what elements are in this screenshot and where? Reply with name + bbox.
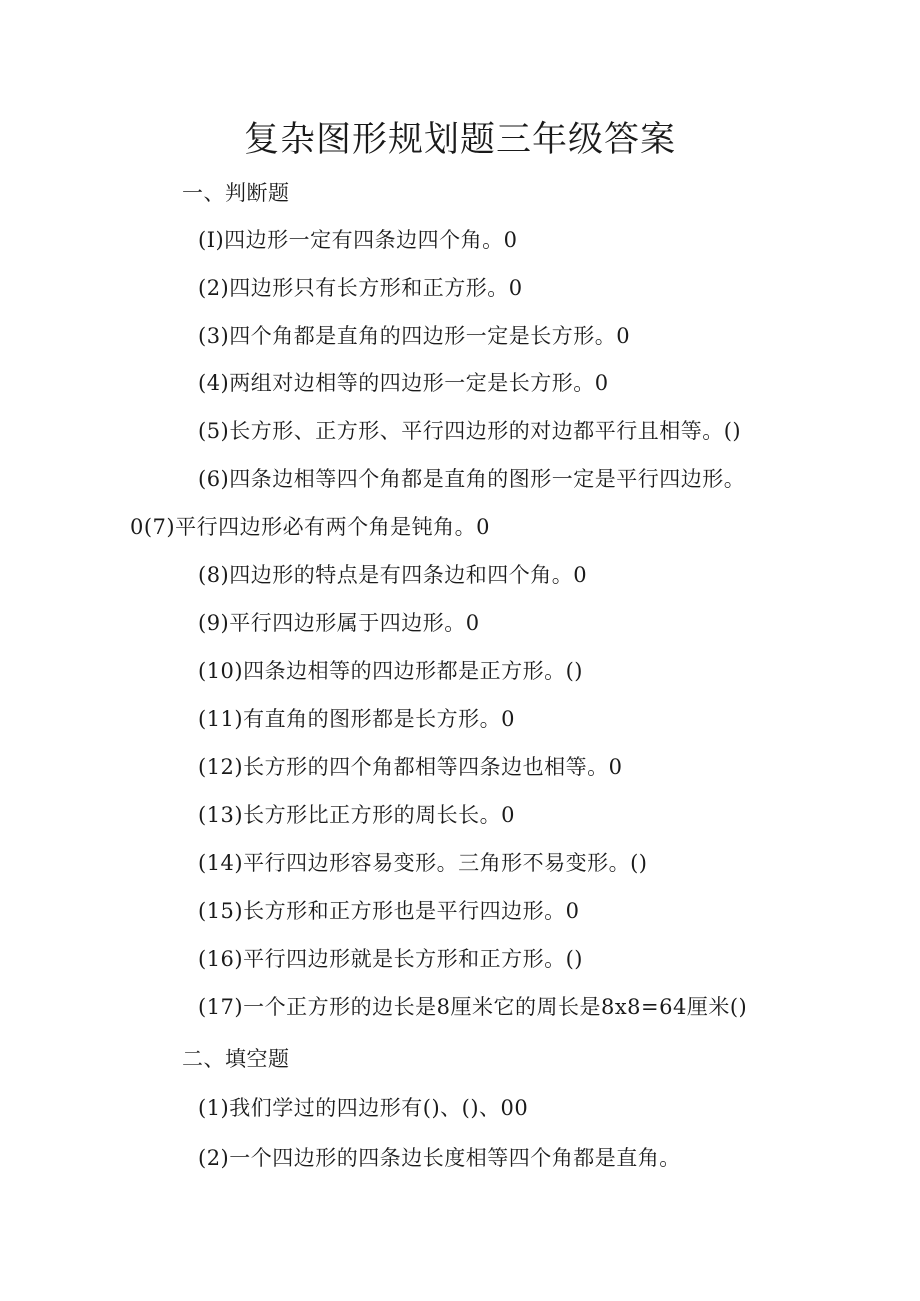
document-title: 复杂图形规划题三年级答案 bbox=[243, 120, 676, 160]
question-item: (12)长方形的四个角都相等四条边也相等。0 bbox=[198, 755, 623, 779]
question-item: (11)有直角的图形都是长方形。0 bbox=[198, 707, 515, 731]
question-item: (14)平行四边形容易变形。三角形不易变形。() bbox=[198, 851, 648, 875]
question-item: (4)两组对边相等的四边形一定是长方形。0 bbox=[198, 371, 609, 395]
question-item: (8)四边形的特点是有四条边和四个角。0 bbox=[198, 563, 588, 587]
question-item: (I)四边形一定有四条边四个角。0 bbox=[198, 228, 518, 252]
question-item: (17)一个正方形的边长是8厘米它的周长是8x8=64厘米() bbox=[198, 995, 748, 1019]
question-item: (15)长方形和正方形也是平行四边形。0 bbox=[198, 899, 580, 923]
question-item: (6)四条边相等四个角都是直角的图形一定是平行四边形。 bbox=[198, 467, 746, 491]
question-item: (9)平行四边形属于四边形。0 bbox=[198, 611, 480, 635]
section-heading-judgement: 一、判断题 bbox=[182, 181, 290, 205]
question-item: (1)我们学过的四边形有()、()、00 bbox=[198, 1096, 529, 1120]
question-item: (5)长方形、正方形、平行四边形的对边都平行且相等。() bbox=[198, 419, 742, 443]
question-item: (2)四边形只有长方形和正方形。0 bbox=[198, 276, 523, 300]
section-heading-fill-in: 二、填空题 bbox=[182, 1047, 290, 1071]
question-item: (3)四个角都是直角的四边形一定是长方形。0 bbox=[198, 324, 631, 348]
question-item: (13)长方形比正方形的周长长。0 bbox=[198, 803, 515, 827]
question-item: (16)平行四边形就是长方形和正方形。() bbox=[198, 947, 583, 971]
question-item: (10)四条边相等的四边形都是正方形。() bbox=[198, 659, 583, 683]
question-item: (2)一个四边形的四条边长度相等四个角都是直角。 bbox=[198, 1146, 681, 1170]
question-item: 0(7)平行四边形必有两个角是钝角。0 bbox=[130, 515, 490, 539]
